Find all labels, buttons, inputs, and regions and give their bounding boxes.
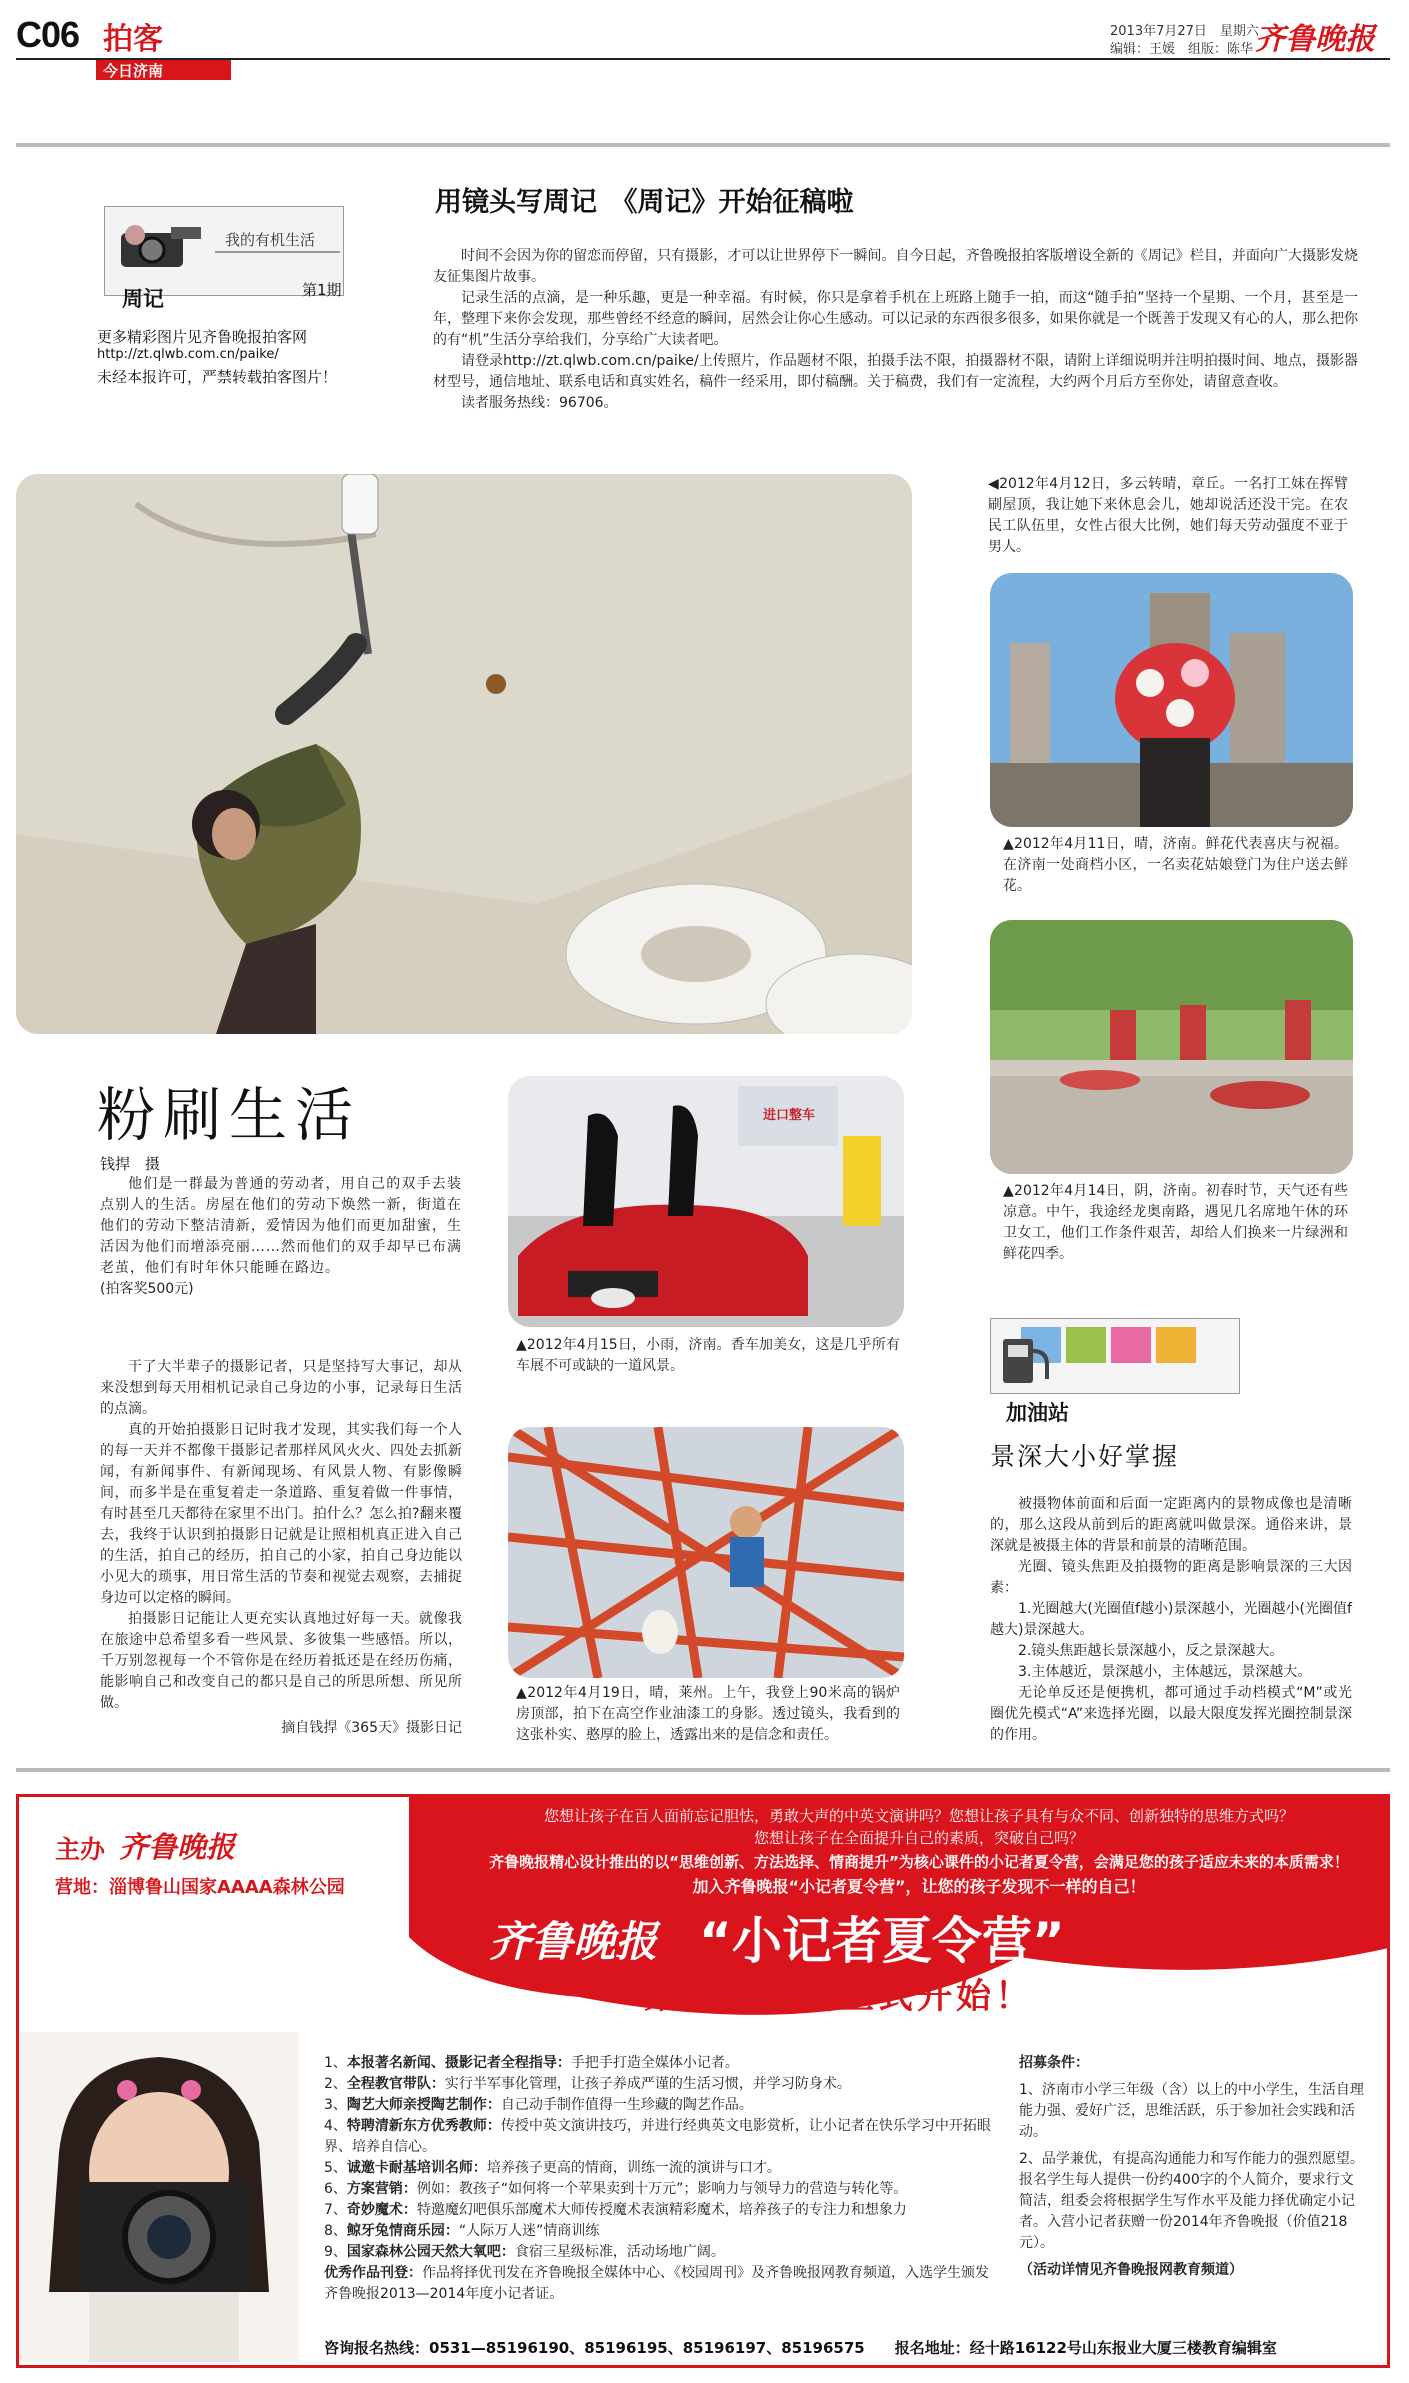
masthead-logo: 齐鲁晚报 [1255, 22, 1375, 57]
ad-item: 7、奇妙魔术：特邀魔幻吧俱乐部魔术大师传授魔术表演精彩魔术，培养孩子的专注力和想象力 [324, 2202, 907, 2218]
intro-text [433, 246, 1358, 414]
story-para: 干了大半辈子的摄影记者，只是坚持写大事记，却从来没想到每天用相机记录自己身边的小事，记录每日生活的点滴。 [100, 1359, 462, 1417]
column-issue: 第1期 [302, 281, 342, 299]
ad-question-4: 加入齐鲁晚报“小记者夏令营”，让您的孩子发现不一样的自己！ [692, 1877, 1146, 1896]
column-note: 更多精彩图片见齐鲁晚报拍客网 [97, 328, 308, 346]
story-para: 真的开始拍摄影日记时我才发现，其实我们每一个人的每一天并不都像干摄影记者那样风风火火、四处去抓新闻，有新闻事件、有新闻现场、有风景人物、有影像瞬间，而多半是在重复着走一条道路、重复着做一件事情，有时甚至几天都待在家里不出门。拍什么？怎么拍?翻来覆去，我终于认识到拍摄影日记就是让照相机真正进入自己的生活，拍自己的经历，拍自己的小家，拍自己身边能以小见大的琐事，用日常生活的节奏和视觉去观察，去捕捉身边可以定格的瞬间。 [100, 1422, 462, 1606]
story-byline: 钱捍 摄 [100, 1155, 161, 1173]
ad-venue: 营地：淄博鲁山国家AAAA森林公园 [55, 1877, 345, 1898]
story-prize: (拍客奖500元) [100, 1281, 194, 1297]
column-copyright: 未经本报许可，严禁转载拍客图片！ [97, 368, 338, 386]
ad-items [324, 2053, 994, 2305]
column-banner-line [215, 251, 340, 253]
photo-painter [16, 474, 912, 1034]
ad-item: 1、本报著名新闻、摄影记者全程指导：手把手打造全媒体小记者。 [324, 2055, 739, 2071]
ad-host-label: 主办 [55, 1835, 106, 1864]
intro-para: 记录生活的点滴，是一种乐趣，更是一种幸福。有时候，你只是拿着手机在上班路上随手一拍，而这“随手拍”坚持一个星期、一个月，甚至是一年，整理下来你会发现，那些曾经不经意的瞬间，居然会让你心生感动。可以记录的东西很多很多，如果你就是一个既善于发现又有心的人，那么把你的有“机”生活分享给我们，分享给广大读者吧。 [433, 290, 1358, 348]
ad-subtitle: 第二批报名正式开始！ [644, 1977, 1035, 2017]
ad-item: 8、鲸牙兔情商乐园：“人际万人迷”情商训练 [324, 2223, 600, 2239]
ad-req-note: （活动详情见齐鲁晚报网教育频道） [1019, 2262, 1243, 2278]
ad-requirements [1019, 2053, 1364, 2281]
caption-sanitation-workers: ▲2012年4月14日，阴，济南。初春时节，天气还有些凉意。中午，我途经龙奥南路，遇见几名席地午休的环卫女工，他们工作条件艰苦，却给人们换来一片绿洲和鲜花四季。 [1003, 1183, 1348, 1262]
caption-roof-painter: ◀2012年4月12日，多云转晴，章丘。一名打工妹在挥臂刷屋顶，我让她下来休息会儿，她却说活还没干完。在农民工队伍里，女性占很大比例，她们每天劳动强度不亚于男人。 [988, 476, 1348, 555]
ad-title-main: “小记者夏令营” [699, 1912, 1065, 1970]
car-show-sign: 进口整车 [763, 1108, 816, 1123]
camera-icon [115, 215, 205, 275]
tip-para: 1.光圈越大(光圈值f越小)景深越小，光圈越小(光圈值f越大)景深越大。 [990, 1601, 1352, 1638]
ad-footer: 咨询报名热线：0531—85196190、85196195、85196197、85196575 报名地址：经十路16122号山东报业大厦三楼教育编辑室 [324, 2339, 1277, 2357]
tip-logo [990, 1318, 1240, 1394]
ad-item: 4、特聘清新东方优秀教师：传授中英文演讲技巧，并进行经典英文电影赏析，让小记者在快乐学习中开拓眼界、培养自信心。 [324, 2118, 991, 2155]
story-para: 拍摄影日记能让人更充实认真地过好每一天。就像我在旅途中总希望多看一些风景、多彼集一些感悟。所以，千万别忽视每一个不管你是在经历着抵还是在经历伤痛，能影响自己和改变自己的都只是自己的所思所想、所见所做。 [100, 1611, 462, 1711]
header-editors: 编辑：王媛 组版：陈华 [1110, 42, 1254, 57]
ad-req-item: 2、品学兼优，有提高沟通能力和写作能力的强烈愿望。报名学生每人提供一份约400字的个人简介，要求行文简洁，组委会将根据学生写作水平及能力择优确定小记者。入营小记者获赠一份2014年齐鲁晚报（价值218元）。 [1019, 2151, 1364, 2251]
subsection-label: 今日济南 [103, 62, 164, 80]
header-date: 2013年7月27日 星期六 [1110, 24, 1259, 39]
photo-car-show [508, 1076, 904, 1327]
tip-column-name: 加油站 [1006, 1401, 1069, 1425]
photo-flower-girl [990, 573, 1353, 827]
column-url[interactable]: http://zt.qlwb.com.cn/paike/ [97, 347, 279, 362]
gas-pump-icon [995, 1329, 1055, 1389]
ad-question-1: 您想让孩子在百人面前忘记胆怯，勇敢大声的中英文演讲吗？您想让孩子具有与众不同、创新独特的思维方式吗？ [543, 1807, 1294, 1825]
page-number: C06 [16, 14, 80, 55]
column-banner: 我的有机生活 [225, 231, 316, 249]
ad-question-2: 您想让孩子在全面提升自己的素质，突破自己吗？ [753, 1829, 1084, 1847]
caption-painter-height: ▲2012年4月19日，晴，莱州。上午，我登上90米高的锅炉房顶部，拍下在高空作业油漆工的身影。透过镜头，我看到的这张朴实、憨厚的脸上，透露出来的是信念和责任。 [516, 1685, 900, 1743]
column-name: 周记 [122, 287, 164, 311]
top-divider [16, 143, 1390, 147]
caption-flower-girl: ▲2012年4月11日，晴，济南。鲜花代表喜庆与祝福。在济南一处商档小区，一名卖花姑娘登门为住户送去鲜花。 [1003, 836, 1348, 894]
ad-item: 6、方案营销：例如：教孩子“如何将一个苹果卖到十万元”；影响力与领导力的营造与转化等。 [324, 2181, 908, 2197]
ad-item: 2、全程教官带队：实行半军事化管理，让孩子养成严谨的生活习惯，并学习防身术。 [324, 2076, 851, 2092]
section-title: 拍客 [103, 22, 163, 57]
tip-text [990, 1494, 1352, 1746]
story-title: 粉刷生活 [97, 1081, 362, 1149]
story-lead-text: 他们是一群最为普通的劳动者，用自己的双手去装点别人的生活。房屋在他们的劳动下焕然一新，街道在他们的劳动下整洁清新，爱情因为他们而更加甜蜜，生活因为他们而增添亮丽……然而他们的双手却早已布满老茧，他们有时年休只能睡在路边。 [100, 1176, 462, 1276]
ad-question-3: 齐鲁晚报精心设计推出的以“思维创新、方法选择、情商提升”为核心课件的小记者夏令营，会满足您的孩子适应未来的本质需求！ [489, 1853, 1349, 1871]
header-rule [16, 58, 1390, 60]
story-body [100, 1357, 462, 1739]
tip-para: 光圈、镜头焦距及拍摄物的距离是影响景深的三大因素： [990, 1559, 1352, 1596]
ad-title-paper: 齐鲁晚报 [489, 1917, 658, 1966]
intro-para: 时间不会因为你的留恋而停留，只有摄影，才可以让世界停下一瞬间。自今日起，齐鲁晚报拍客版增设全新的《周记》栏目，并面向广大摄影发烧友征集图片故事。 [433, 248, 1358, 285]
tip-para: 无论单反还是便携机，都可通过手动档模式“M”或光圈优先模式“A”来选择光圈，以最大限度发挥光圈控制景深的作用。 [990, 1685, 1352, 1743]
ad-award: 优秀作品刊登：作品将择优刊发在齐鲁晚报全媒体中心、《校园周刊》及齐鲁晚报网教育频道，入选学生颁发齐鲁晚报2013—2014年度小记者证。 [324, 2265, 989, 2302]
intro-para: 读者服务热线：96706。 [461, 395, 618, 411]
ad-box [16, 1794, 1390, 2368]
ad-host-logo: 齐鲁晚报 [119, 1830, 236, 1864]
ad-req-item: 1、济南市小学三年级（含）以上的中小学生，生活自理能力强、爱好广泛，思维活跃，乐于参加社会实践和活动。 [1019, 2082, 1364, 2140]
tip-para: 被摄物体前面和后面一定距离内的景物成像也是清晰的，那么这段从前到后的距离就叫做景深。通俗来讲，景深就是被摄主体的背景和前景的清晰范围。 [990, 1496, 1352, 1554]
tip-para: 2.镜头焦距越长景深越小，反之景深越大。 [1018, 1643, 1284, 1659]
ad-child-photo [19, 2032, 299, 2362]
story-lead [100, 1174, 462, 1300]
photo-painter-height [508, 1427, 904, 1678]
intro-para: 请登录http://zt.qlwb.com.cn/paike/上传照片，作品题材不限，拍摄手法不限，拍摄器材不限，请附上详细说明并注明拍摄时间、地点，摄影器材型号，通信地址、联系电话和真实姓名，稿件一经采用，即付稿酬。关于稿费，我们有一定流程，大约两个月后方至你处，请留意查收。 [433, 353, 1358, 390]
intro-title: 用镜头写周记 《周记》开始征稿啦 [435, 187, 854, 218]
ad-item: 9、国家森林公园天然大氧吧：食宿三星级标准，活动场地广阔。 [324, 2244, 725, 2260]
ad-divider [16, 1768, 1390, 1772]
ad-item: 3、陶艺大师亲授陶艺制作：自己动手制作值得一生珍藏的陶艺作品。 [324, 2097, 753, 2113]
ad-req-title: 招募条件： [1019, 2055, 1089, 2071]
ad-item: 5、诚邀卡耐基培训名师：培养孩子更高的情商，训练一流的演讲与口才。 [324, 2160, 781, 2176]
tip-title: 景深大小好掌握 [990, 1442, 1180, 1471]
caption-car-show: ▲2012年4月15日，小雨，济南。香车加美女，这是几乎所有车展不可或缺的一道风景。 [516, 1337, 900, 1374]
photo-sanitation-workers [990, 920, 1353, 1174]
story-source: 摘自钱捍《365天》摄影日记 [281, 1720, 462, 1736]
tip-para: 3.主体越近，景深越小，主体越远，景深越大。 [1018, 1664, 1312, 1680]
